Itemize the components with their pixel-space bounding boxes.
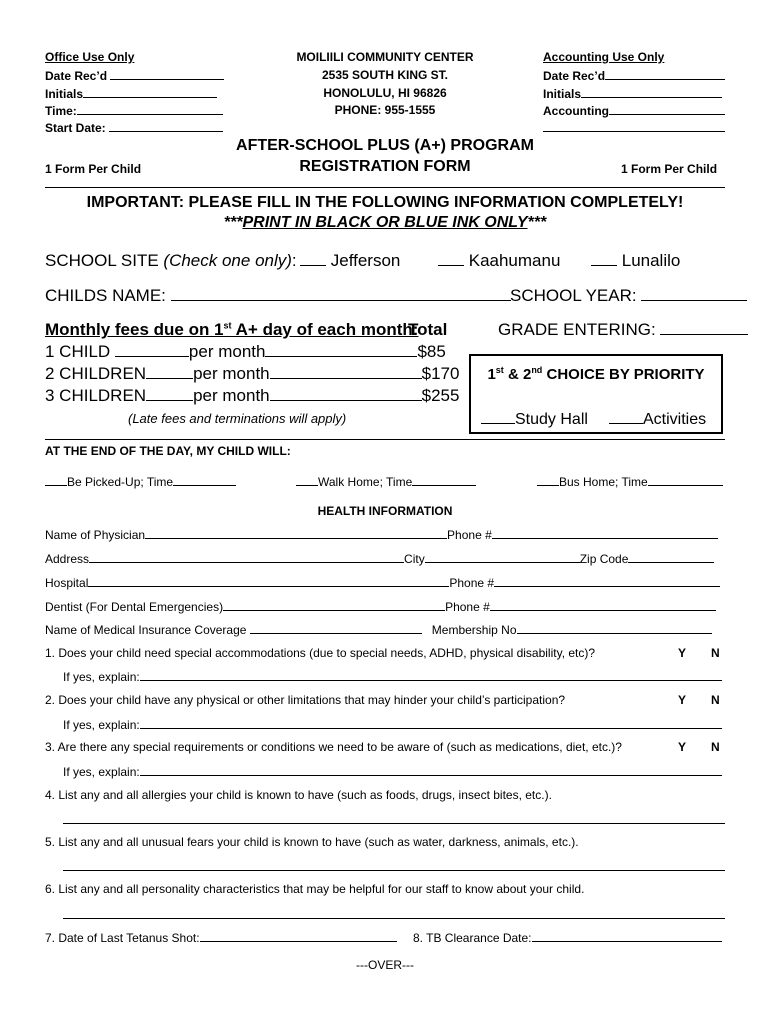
- fee-row-2: 2 CHILDREN per month $170: [45, 364, 460, 383]
- fees-heading: Monthly fees due on 1st A+ day of each month:: [45, 320, 419, 339]
- office-start-date-field[interactable]: [109, 120, 223, 132]
- q2-explain: If yes, explain:: [63, 717, 722, 732]
- accounting-initials: Initials: [543, 86, 722, 101]
- bus-home-time[interactable]: [648, 474, 723, 486]
- school-year-field[interactable]: [641, 286, 747, 301]
- question-1: 1. Does your child need special accommodations (due to special needs, ADHD, physical disability, etc)?: [45, 646, 596, 660]
- question-6: 6. List any and all personality characteristics that may be helpful for our staff to know about your child.: [45, 882, 585, 896]
- dentist-field[interactable]: [223, 599, 445, 611]
- q1-no[interactable]: N: [711, 646, 720, 660]
- insurance-field[interactable]: [250, 622, 422, 634]
- center-name: MOILIILI COMMUNITY CENTER: [296, 50, 474, 64]
- q5-answer-line[interactable]: [63, 870, 725, 871]
- question-4: 4. List any and all allergies your child is known to have (such as foods, drugs, insect bites, etc.).: [45, 788, 552, 802]
- childs-name: CHILDS NAME:: [45, 286, 511, 306]
- fee-row-3-line[interactable]: [270, 386, 422, 401]
- picked-up-time[interactable]: [173, 474, 236, 486]
- accounting-initials-field[interactable]: [581, 86, 722, 98]
- dentist-row: Dentist (For Dental Emergencies) Phone #: [45, 599, 716, 614]
- school-site-label: SCHOOL SITE (Check one only):: [45, 251, 297, 270]
- accounting-date-recd-field[interactable]: [605, 68, 725, 80]
- important-notice: IMPORTANT: PLEASE FILL IN THE FOLLOWING INFORMATION COMPLETELY!: [86, 194, 684, 211]
- fee-row-3-count[interactable]: [146, 386, 193, 401]
- tetanus-date-field[interactable]: [200, 930, 397, 942]
- membership-field[interactable]: [517, 622, 712, 634]
- q4-answer-line[interactable]: [63, 823, 725, 824]
- q2-no[interactable]: N: [711, 693, 720, 707]
- ink-notice: ***PRINT IN BLACK OR BLUE INK ONLY***: [223, 214, 547, 231]
- physician-field[interactable]: [145, 527, 447, 539]
- q3-explain: If yes, explain:: [63, 764, 722, 779]
- fee-row-2-line[interactable]: [270, 364, 422, 379]
- picked-up-check[interactable]: [45, 474, 67, 486]
- accounting-blank-line[interactable]: [543, 131, 725, 132]
- header-divider: [45, 187, 725, 188]
- walk-home-check[interactable]: [296, 474, 318, 486]
- activities-line[interactable]: [609, 409, 643, 424]
- form-subtitle: REGISTRATION FORM: [299, 158, 471, 175]
- office-time: Time:: [45, 103, 223, 118]
- insurance-row: Name of Medical Insurance Coverage Membership No: [45, 622, 712, 637]
- site-lunalilo-checkline[interactable]: [591, 251, 617, 266]
- grade-entering: GRADE ENTERING:: [498, 320, 748, 340]
- q1-explain-field[interactable]: [140, 669, 722, 681]
- site-option-kaahumanu[interactable]: Kaahumanu: [438, 251, 560, 271]
- office-date-recd: Date Rec’d: [45, 68, 224, 83]
- study-hall-line[interactable]: [481, 409, 515, 424]
- question-5: 5. List any and all unusual fears your child is known to have (such as water, darkness, animals, etc.).: [45, 835, 579, 849]
- choice-activities[interactable]: Activities: [609, 409, 706, 429]
- site-kaahumanu-checkline[interactable]: [438, 251, 464, 266]
- q3-yes[interactable]: Y: [678, 740, 687, 754]
- section-divider: [45, 439, 725, 440]
- question-3: 3. Are there any special requirements or conditions we need to be aware of (such as medications, diet, etc.)?: [45, 740, 622, 754]
- choice-heading: 1st & 2nd CHOICE BY PRIORITY: [487, 365, 705, 383]
- office-start-date: Start Date:: [45, 120, 223, 135]
- address-field[interactable]: [89, 551, 404, 563]
- zip-field[interactable]: [628, 551, 714, 563]
- physician-row: Name of Physician Phone #: [45, 527, 718, 542]
- q1-explain: If yes, explain:: [63, 669, 722, 684]
- hospital-field[interactable]: [88, 575, 449, 587]
- site-jefferson-checkline[interactable]: [300, 251, 326, 266]
- fee-row-2-count[interactable]: [146, 364, 193, 379]
- site-option-lunalilo[interactable]: Lunalilo: [591, 251, 680, 271]
- walk-home-option: Walk Home; Time: [296, 474, 476, 489]
- center-city: HONOLULU, HI 96826: [323, 86, 447, 100]
- grade-entering-field[interactable]: [660, 320, 748, 335]
- childs-name-field[interactable]: [171, 286, 511, 301]
- q3-explain-field[interactable]: [140, 764, 722, 776]
- office-time-field[interactable]: [77, 103, 223, 115]
- fee-row-1-count[interactable]: [115, 342, 189, 357]
- fees-note: (Late fees and terminations will apply): [128, 411, 347, 426]
- health-heading: HEALTH INFORMATION: [317, 504, 453, 518]
- center-address: 2535 SOUTH KING ST.: [321, 68, 449, 82]
- page-footer: ---OVER---: [356, 958, 414, 972]
- form-title: AFTER-SCHOOL PLUS (A+) PROGRAM: [236, 137, 534, 154]
- fees-total-label: Total: [408, 320, 448, 339]
- dentist-phone-field[interactable]: [490, 599, 716, 611]
- bus-home-option: Bus Home; Time: [537, 474, 723, 489]
- site-option-jefferson[interactable]: Jefferson: [300, 251, 400, 271]
- accounting-date-recd: Date Rec’d: [543, 68, 725, 83]
- address-row: Address City Zip Code: [45, 551, 714, 566]
- accounting-title: Accounting Use Only: [543, 50, 665, 64]
- center-phone: PHONE: 955-1555: [334, 103, 436, 117]
- accounting-field[interactable]: [609, 103, 725, 115]
- school-year: SCHOOL YEAR:: [510, 286, 747, 306]
- per-child-left: 1 Form Per Child: [45, 162, 142, 176]
- q3-no[interactable]: N: [711, 740, 720, 754]
- walk-home-time[interactable]: [412, 474, 476, 486]
- office-initials-field[interactable]: [83, 86, 217, 98]
- fee-row-1: 1 CHILD per month $85: [45, 342, 446, 361]
- accounting-accounting: Accounting: [543, 103, 725, 118]
- hospital-phone-field[interactable]: [494, 575, 720, 587]
- choice-study-hall[interactable]: Study Hall: [481, 409, 588, 429]
- office-date-recd-field[interactable]: [110, 68, 224, 80]
- picked-up-option: Be Picked-Up; Time: [45, 474, 236, 489]
- q6-answer-line[interactable]: [63, 918, 725, 919]
- physician-phone-field[interactable]: [492, 527, 718, 539]
- office-initials: Initials: [45, 86, 217, 101]
- end-of-day-heading: AT THE END OF THE DAY, MY CHILD WILL:: [45, 444, 291, 458]
- fee-row-3: 3 CHILDREN per month $255: [45, 386, 460, 405]
- office-use-title: Office Use Only: [45, 50, 135, 64]
- bus-home-check[interactable]: [537, 474, 559, 486]
- q2-explain-field[interactable]: [140, 717, 722, 729]
- hospital-row: Hospital Phone #: [45, 575, 720, 590]
- question-8: 8. TB Clearance Date:: [413, 930, 722, 945]
- fee-row-1-line[interactable]: [265, 342, 417, 357]
- q2-yes[interactable]: Y: [678, 693, 687, 707]
- tb-date-field[interactable]: [532, 930, 722, 942]
- question-2: 2. Does your child have any physical or other limitations that may hinder your child’s participation?: [45, 693, 566, 707]
- q1-yes[interactable]: Y: [678, 646, 687, 660]
- city-field[interactable]: [425, 551, 580, 563]
- question-7: 7. Date of Last Tetanus Shot:: [45, 930, 397, 945]
- per-child-right: 1 Form Per Child: [621, 162, 718, 176]
